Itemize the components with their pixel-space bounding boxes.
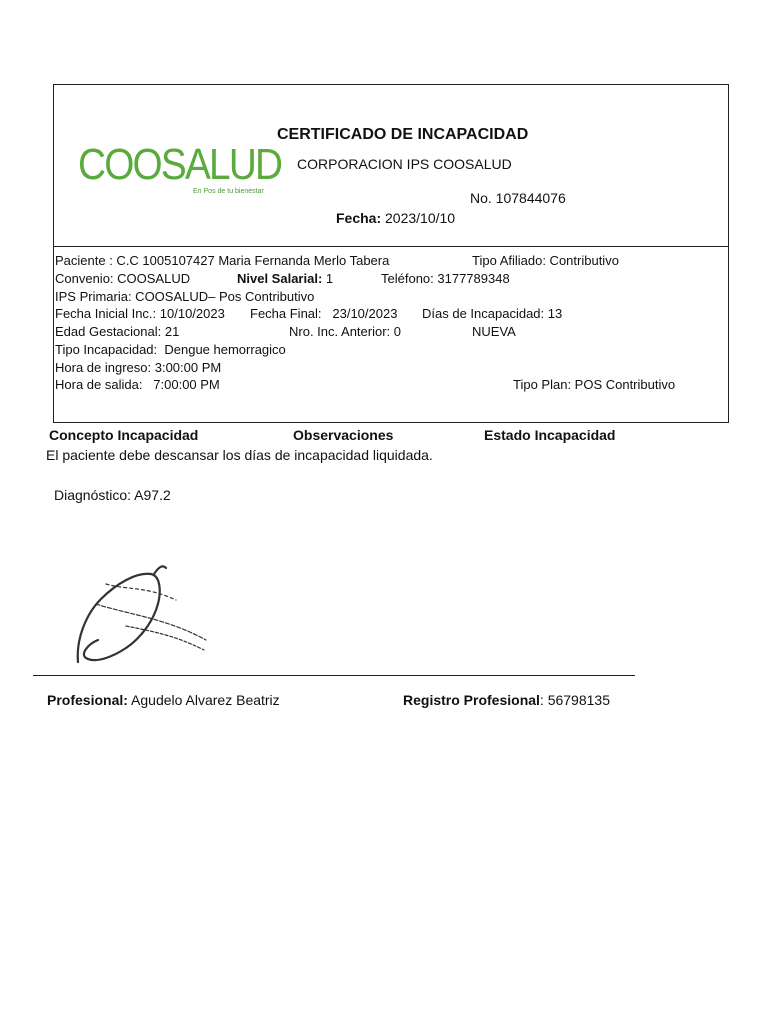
certificate-date [336, 210, 455, 226]
diagnostico-field: Diagnóstico: A97.2 [54, 487, 171, 503]
telefono-field: Teléfono: 3177789348 [381, 271, 510, 286]
hora-salida-field: Hora de salida: 7:00:00 PM [55, 377, 220, 392]
dias-incapacidad-field: Días de Incapacidad: 13 [422, 306, 563, 321]
nivel-salarial-field [237, 271, 333, 286]
tipo-afiliado-field: Tipo Afiliado: Contributivo [472, 253, 619, 268]
tipo-incapacidad-field: Tipo Incapacidad: Dengue hemorragico [55, 342, 286, 357]
certificate-number: No. 107844076 [470, 190, 566, 206]
corporation-name: CORPORACION IPS COOSALUD [297, 156, 512, 172]
nivel-salarial-value: 1 [325, 271, 334, 286]
concepto-column-header: Concepto Incapacidad [49, 427, 199, 443]
convenio-field: Convenio: COOSALUD [55, 271, 191, 286]
nivel-salarial-label: Nivel Salarial: [237, 271, 323, 286]
signature-stamp [66, 544, 216, 670]
fecha-inicial-field: Fecha Inicial Inc.: 10/10/2023 [55, 306, 225, 321]
certificate-title: CERTIFICADO DE INCAPACIDAD [277, 126, 529, 143]
fecha-final-field: Fecha Final: 23/10/2023 [250, 306, 398, 321]
date-label: Fecha: [336, 210, 382, 226]
profesional-label: Profesional: [47, 692, 128, 708]
date-value: 2023/10/10 [385, 210, 456, 226]
tipo-plan-field: Tipo Plan: POS Contributivo [513, 377, 676, 392]
edad-gestacional-field: Edad Gestacional: 21 [55, 324, 180, 339]
coosalud-logo: COOSALUD [78, 140, 282, 189]
registro-value: : 56798135 [539, 692, 610, 708]
estado-column-header: Estado Incapacidad [484, 427, 616, 443]
nro-anterior-field: Nro. Inc. Anterior: 0 [289, 324, 401, 339]
profesional-value: Agudelo Alvarez Beatriz [131, 692, 280, 708]
estado-nueva: NUEVA [472, 324, 516, 339]
profesional-field [47, 692, 280, 708]
header-divider [53, 246, 729, 247]
paciente-field: Paciente : C.C 1005107427 Maria Fernanda Merlo Tabera [55, 253, 390, 268]
logo-tagline: En Pos de tu bienestar [193, 188, 264, 195]
hora-ingreso-field: Hora de ingreso: 3:00:00 PM [55, 360, 222, 375]
observation-note: El paciente debe descansar los días de incapacidad liquidada. [46, 447, 433, 463]
registro-profesional-field [403, 692, 610, 708]
registro-label: Registro Profesional [403, 692, 540, 708]
observaciones-column-header: Observaciones [293, 427, 394, 443]
ips-primaria-field: IPS Primaria: COOSALUD– Pos Contributivo [55, 289, 315, 304]
signature-line [33, 675, 635, 676]
